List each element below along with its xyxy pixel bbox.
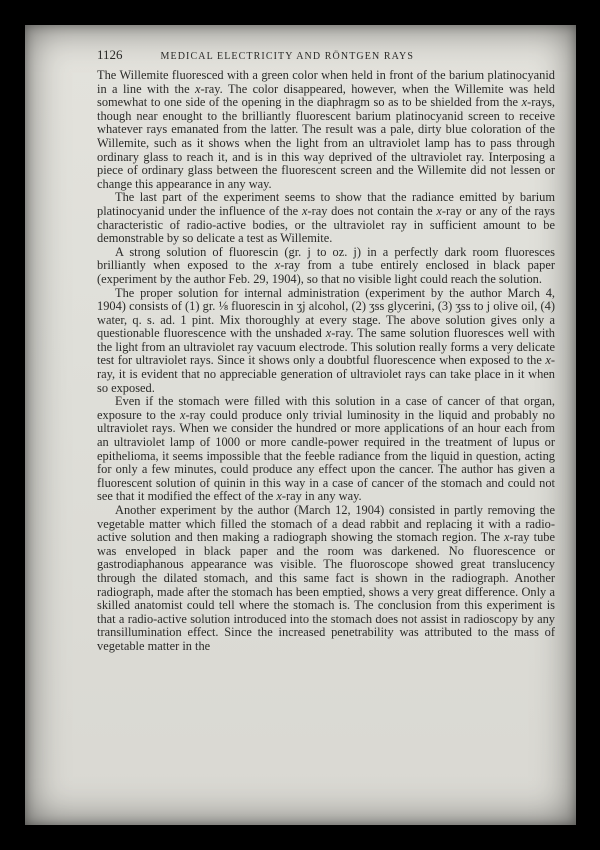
paragraph: Even if the stomach were filled with this solution in a case of cancer of that organ, exposure to the x-ray could produce only trivial luminosity in the liquid and probably no ultraviolet rays. When we consider the hundred or more applications of an hour each from an ultraviolet lamp of 1000 or more candle-power required in the treatment of lupus or epithelioma, it seems impossible that the feeble radiance from the liquid in question, acting for only a few minutes, could produce any effect upon the cancer. The author has given a fluorescent solution of quinin in this way in a case of cancer of the stomach and could not see that it modified the effect of the x-ray in any way.: [97, 394, 555, 504]
paragraph: The proper solution for internal administration (experiment by the author March 4, 1904) consists of (1) gr. ⅛ fluorescin in ʒj alcohol, (2) ʒss glycerini, (3) ʒss to j olive oil, (4) water, q. s. ad. 1 pint. Mix thoroughly at every stage. The above solution gives only a questionable fluorescence with the unshaded x-ray. The same solution fluoresces well with the light from an ultraviolet ray vacuum electrode. This solution really forms a very delicate test for ultraviolet rays. Since it shows only a doubtful fluorescence when exposed to the x-ray, it is evident that no appreciable generation of ultraviolet rays can take place in it when so exposed.: [97, 285, 555, 395]
paragraph: The Willemite fluoresced with a green color when held in front of the barium platinocyanid in a line with the x-ray. The color disappeared, however, when the Willemite was held somewhat to one side of the opening in the diaphragm so as to be shielded from the x-rays, though near enought to the brilliantly fluorescent barium platinocyanid screen to receive whatever rays emanated from the latter. The result was a pale, dirty blue coloration of the Willemite, such as it shows when the light from an ultraviolet lamp has to pass through ordinary glass to reach it, and is in this way deprived of the ultraviolet ray. Interposing a piece of ordinary glass between the fluorescent screen and the Willemite did not lessen or change this appearance in any way.: [97, 68, 555, 191]
page-header: [97, 47, 555, 69]
paragraph: A strong solution of fluorescin (gr. j to oz. j) in a perfectly dark room fluoresces brilliantly when exposed to the x-ray from a tube entirely enclosed in black paper (experiment by the author Feb. 29, 1904), so that no visible light could reach the solution.: [97, 244, 555, 286]
running-title: MEDICAL ELECTRICITY AND RÖNTGEN RAYS: [160, 51, 415, 62]
paragraph: The last part of the experiment seems to show that the radiance emitted by barium platinocyanid under the influence of the x-ray does not contain the x-ray or any of the rays characteristic of radio-active bodies, or the ultraviolet ray in sufficient amount to be demonstrable by so delicate a test as Willemite.: [97, 190, 556, 246]
page-number: 1126: [97, 47, 123, 62]
paragraph: Another experiment by the author (March 12, 1904) consisted in partly removing the vegetable matter which filled the stomach of a dead rabbit and replacing it with a radio-active solution and then making a radiograph showing the stomach region. The x-ray tube was enveloped in black paper and the room was darkened. No fluorescence or gastrodiaphanous appearance was visible. The fluoroscope showed great translucency through the dilated stomach, and this same fact is shown in the radiograph. Another radiograph, made after the stomach has been emptied, shows a very great difference. Only a skilled anatomist could tell where the stomach is. The conclusion from this experiment is that a radio-active solution introduced into the stomach does not assist in radioscopy by any transillumination effect. Since the increased penetrability was attributed to the mass of vegetable matter in the: [97, 503, 555, 653]
book-page: [25, 25, 576, 825]
page-text-block: [97, 47, 555, 654]
body-text: [97, 69, 555, 654]
